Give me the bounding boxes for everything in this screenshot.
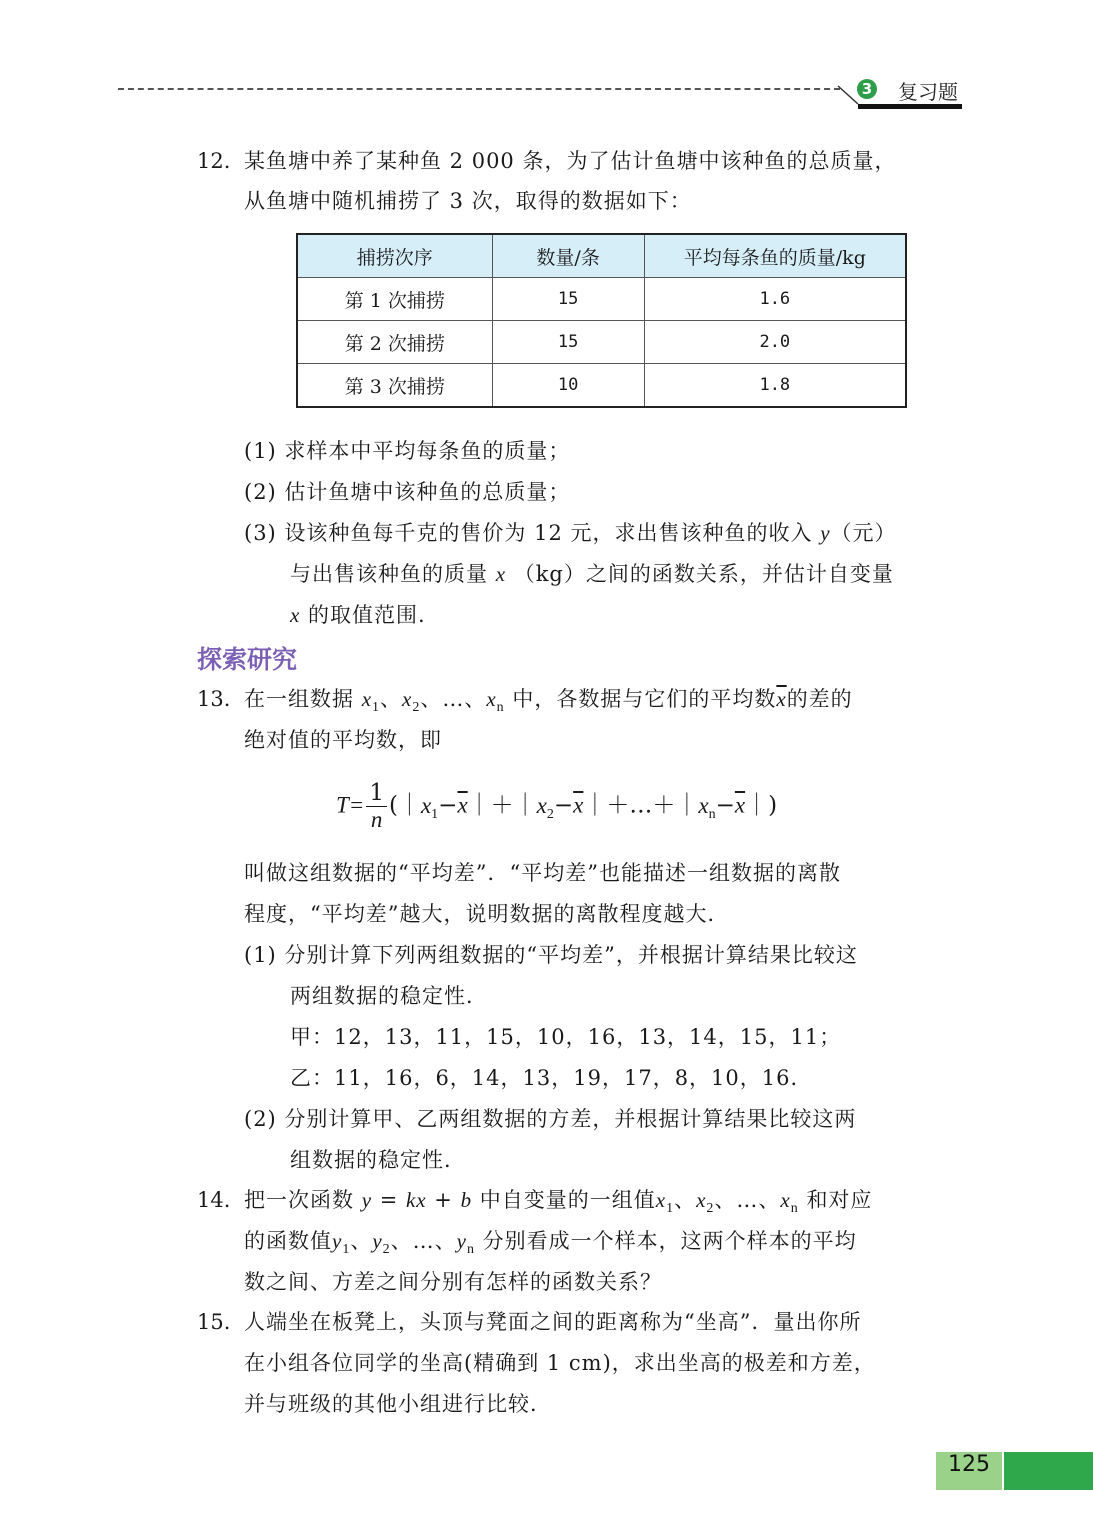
q15-line2: 在小组各位同学的坐高(精确到 1 cm)，求出坐高的极差和方差， xyxy=(244,1351,876,1375)
table-cell: 2.0 xyxy=(644,321,906,364)
q13-sub2-line1: (2) 分别计算甲、乙两组数据的方差，并根据计算结果比较这两 xyxy=(244,1107,857,1131)
table-cell: 第 1 次捕捞 xyxy=(297,278,492,321)
q12-line1: 某鱼塘中养了某种鱼 2 000 条，为了估计鱼塘中该种鱼的总质量， xyxy=(244,149,897,173)
header-dashed-rule xyxy=(118,88,840,90)
q15-line3: 并与班级的其他小组进行比较． xyxy=(244,1392,552,1416)
q15-number: 15. xyxy=(197,1310,231,1334)
q12-sub1: (1) 求样本中平均每条鱼的质量； xyxy=(244,439,571,463)
q15-line1: 人端坐在板凳上，头顶与凳面之间的距离称为“坐高”．量出你所 xyxy=(244,1310,862,1334)
table-header-row xyxy=(297,234,906,278)
table-cell: 第 3 次捕捞 xyxy=(297,364,492,408)
q12-sub3-line2: 与出售该种鱼的质量 x （kg）之间的函数关系，并估计自变量 xyxy=(290,562,894,586)
table-header-cell: 数量/条 xyxy=(492,234,644,278)
q13-sub1-line2: 两组数据的稳定性． xyxy=(290,984,488,1008)
q12-sub2: (2) 估计鱼塘中该种鱼的总质量； xyxy=(244,480,571,504)
q13-line1: 在一组数据 $x_1$、$x_2$、…、$x_n$ 中，各数据与它们的平均数$\overline{x}$的差的 xyxy=(244,687,853,715)
table-row xyxy=(297,278,906,321)
q14-number: 14. xyxy=(197,1188,231,1212)
header-underline xyxy=(858,104,962,109)
section-title: 探索研究 xyxy=(197,645,298,674)
q13-line2: 绝对值的平均数，即 xyxy=(244,728,442,752)
data-set-jia: 甲：12，13，11，15，10，16，13，14，15，11； xyxy=(290,1025,842,1049)
table-row xyxy=(297,321,906,364)
q12-sub3-line3: x 的取值范围. xyxy=(290,603,426,627)
table-row xyxy=(297,364,906,408)
table-cell: 15 xyxy=(492,321,644,364)
q12-sub3-line1: (3) 设该种鱼每千克的售价为 12 元，求出售该种鱼的收入 y（元） xyxy=(244,521,897,545)
q13-line3: 叫做这组数据的“平均差”．“平均差”也能描述一组数据的离散 xyxy=(244,861,841,885)
table-cell: 1.8 xyxy=(644,364,906,408)
table-header-cell: 捕捞次序 xyxy=(297,234,492,278)
q14-line2: 的函数值$y_1$、$y_2$、…、$y_n$ 分别看成一个样本，这两个样本的平均 xyxy=(244,1229,857,1257)
q12-number: 12. xyxy=(197,149,231,173)
page-color-bar xyxy=(1004,1452,1093,1490)
mean-deviation-formula: T= $\frac{1}{n}$ $(|x_1-\overline{x}|+|x_2-\overline{x}|+\dots+|x_n-\overline{x}|)$ xyxy=(336,780,778,832)
table-cell: 15 xyxy=(492,278,644,321)
q14-line1: 把一次函数 y = kx + b 中自变量的一组值$x_1$、$x_2$、…、$x_n$ 和对应 xyxy=(244,1188,873,1216)
data-set-yi: 乙：11，16，6，14，13，19，17，8，10，16． xyxy=(290,1066,813,1090)
table-cell: 10 xyxy=(492,364,644,408)
chapter-number-badge: 3 xyxy=(857,79,877,99)
q14-line3: 数之间、方差之间分别有怎样的函数关系？ xyxy=(244,1270,662,1294)
table-header-cell: 平均每条鱼的质量/kg xyxy=(644,234,906,278)
chapter-title: 复习题 xyxy=(898,80,958,104)
q13-sub1-line1: (1) 分别计算下列两组数据的“平均差”，并根据计算结果比较这 xyxy=(244,943,858,967)
q13-number: 13. xyxy=(197,687,231,711)
q13-sub2-line2: 组数据的稳定性． xyxy=(290,1148,466,1172)
table-cell: 1.6 xyxy=(644,278,906,321)
q12-line2: 从鱼塘中随机捕捞了 3 次，取得的数据如下： xyxy=(244,189,692,213)
fishing-data-table xyxy=(296,233,907,408)
page-number: 125 xyxy=(948,1452,990,1477)
table-cell: 第 2 次捕捞 xyxy=(297,321,492,364)
q13-line4: 程度，“平均差”越大，说明数据的离散程度越大． xyxy=(244,902,730,926)
